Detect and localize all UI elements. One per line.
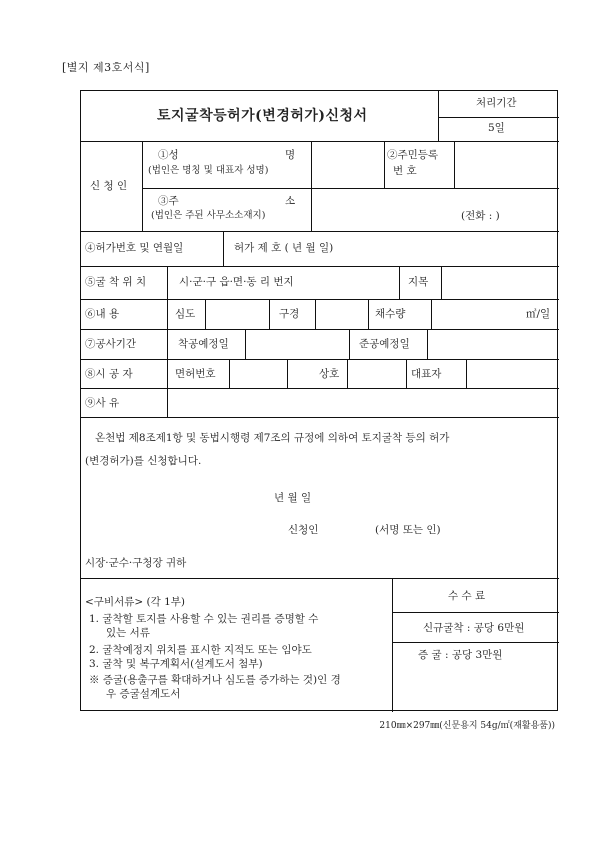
divider (269, 299, 270, 329)
processing-period-label: 처리기간 (476, 97, 517, 109)
divider (384, 141, 385, 188)
content-label: ⑥내 용 (85, 308, 120, 320)
declaration-line-2: (변경허가)를 신청합니다. (85, 455, 202, 467)
pumping-volume-label: 채수량 (375, 308, 406, 320)
divider (438, 141, 559, 142)
divider (368, 299, 369, 329)
divider (142, 141, 143, 231)
divider (311, 141, 312, 231)
reason-label: ⑨사 유 (85, 397, 120, 409)
divider (349, 329, 350, 359)
divider (142, 188, 559, 189)
address-label-suffix: 소 (285, 195, 296, 207)
form-title: 토지굴착등허가(변경허가)신청서 (157, 108, 368, 124)
permit-number-label: ④허가번호 및 연월일 (85, 242, 184, 254)
id-number-label-line2: 번 호 (393, 165, 417, 177)
representative-label: 대표자 (411, 368, 442, 380)
divider (438, 91, 439, 141)
divider (287, 359, 288, 388)
permit-number-value: 허가 제 호 ( 년 월 일) (234, 242, 334, 254)
divider (81, 329, 559, 330)
location-label: ⑤굴 착 위 치 (85, 276, 147, 288)
processing-period-value: 5일 (488, 122, 505, 134)
applicant-signature-label: 신청인 (288, 524, 319, 536)
application-date: 년 월 일 (274, 492, 312, 504)
divider (81, 266, 559, 267)
divider (245, 329, 246, 359)
divider (399, 266, 400, 299)
required-doc-3: 3. 굴착 및 복구계획서(설계도서 첨부) (89, 658, 263, 670)
addressee: 시장·군수·구청장 귀하 (85, 557, 187, 569)
required-docs-header: <구비서류> (각 1부) (85, 596, 186, 608)
divider (427, 329, 428, 359)
phone-field: (전화 : ) (461, 210, 500, 222)
divider (81, 299, 559, 300)
paper-spec-footer: 210㎜×297㎜(신문용지 54g/㎡(재활용품)) (379, 721, 555, 731)
fee-extra-drilling: 증 굴 : 공당 3만원 (418, 649, 503, 661)
divider (347, 359, 348, 388)
required-doc-1: 1. 굴착할 토지를 사용할 수 있는 권리를 증명할 수 (89, 613, 319, 625)
location-value: 시·군·구 읍·면·동 리 번지 (179, 276, 294, 288)
divider (315, 299, 316, 329)
divider (438, 117, 559, 118)
divider (406, 359, 407, 388)
license-number-label: 면허번호 (175, 368, 216, 380)
address-label: ③주 (158, 195, 179, 207)
application-form (80, 90, 558, 711)
divider (392, 578, 393, 712)
divider (81, 578, 559, 579)
construction-period-label: ⑦공사기간 (85, 338, 137, 350)
address-sublabel: (법인은 주된 사무소소재지) (151, 210, 266, 221)
id-number-label: ②주민등록 (387, 149, 439, 161)
divider (81, 231, 559, 232)
divider (81, 388, 559, 389)
divider (431, 299, 432, 329)
divider (81, 417, 559, 418)
divider (441, 266, 442, 299)
form-number-label: [별지 제3호서식] (62, 61, 150, 74)
required-doc-2: 2. 굴착예정지 위치를 표시한 지적도 또는 임야도 (89, 644, 312, 656)
land-category-label: 지목 (408, 276, 429, 288)
required-doc-1-cont: 있는 서류 (106, 627, 150, 639)
declaration-line-1: 온천법 제8조제1항 및 동법시행령 제7조의 규정에 의하여 토지굴착 등의 허가 (95, 432, 450, 444)
pumping-unit: ㎥/일 (526, 308, 551, 320)
divider (392, 612, 559, 613)
start-date-label: 착공예정일 (178, 338, 229, 350)
required-docs-note-cont: 우 증굴설계도서 (106, 688, 181, 700)
fee-new-drilling: 신규굴착 : 공당 6만원 (423, 622, 525, 634)
name-sublabel: (법인은 명칭 및 대표자 성명) (148, 165, 269, 176)
divider (229, 359, 230, 388)
divider (205, 299, 206, 329)
bore-label: 구경 (279, 308, 300, 320)
divider (81, 359, 559, 360)
name-label: ①성 (158, 149, 179, 161)
divider (466, 359, 467, 388)
divider (454, 141, 455, 188)
completion-date-label: 준공예정일 (359, 338, 410, 350)
fee-header: 수 수 료 (448, 590, 486, 602)
name-label-suffix: 명 (285, 149, 296, 161)
required-docs-note: ※ 증굴(용출구를 확대하거나 심도를 증가하는 것)인 경 (89, 674, 341, 686)
divider (223, 231, 224, 266)
contractor-label: ⑧시 공 자 (85, 368, 133, 380)
signature-placeholder: (서명 또는 인) (375, 524, 441, 536)
depth-label: 심도 (175, 308, 196, 320)
divider (392, 642, 559, 643)
trade-name-label: 상호 (319, 368, 340, 380)
divider (167, 266, 168, 417)
applicant-label: 신 청 인 (90, 180, 128, 192)
